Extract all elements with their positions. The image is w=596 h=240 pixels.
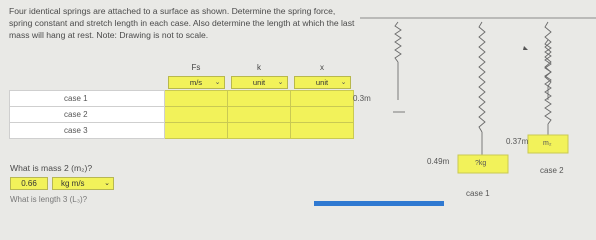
case2-mass-label: m₂ (543, 140, 552, 147)
spring-1 (479, 22, 485, 132)
chevron-down-icon: ⌄ (214, 79, 221, 86)
case2-length-label: 0.37m (506, 137, 529, 146)
row-label-case3: case 3 (10, 123, 165, 139)
input-fs-case1[interactable] (165, 91, 228, 107)
case1-length-label: 0.49m (427, 157, 450, 166)
chevron-down-icon: ⌄ (104, 180, 110, 187)
input-k-case1[interactable] (228, 91, 291, 107)
cursor-icon (523, 46, 528, 50)
header-fs: Fs (191, 63, 201, 72)
case1-mass-label: ?kg (475, 160, 487, 167)
next-question-text: What is length 3 (L₃)? (10, 195, 88, 204)
chevron-down-icon: ⌄ (340, 79, 347, 86)
spring-0 (395, 22, 401, 62)
case1-label: case 1 (466, 189, 490, 198)
input-x-case1[interactable] (291, 91, 354, 107)
spring-diagram (360, 0, 596, 206)
chevron-down-icon: ⌄ (277, 79, 284, 86)
input-fs-case3[interactable] (165, 123, 228, 139)
header-x: x (320, 63, 324, 72)
header-k: k (257, 63, 261, 72)
input-fs-case2[interactable] (165, 107, 228, 123)
answer-unit-select[interactable]: kg m/s ⌄ (52, 177, 114, 190)
row-label-case2: case 2 (10, 107, 165, 123)
input-k-case2[interactable] (228, 107, 291, 123)
input-x-case2[interactable] (291, 107, 354, 123)
input-k-case3[interactable] (228, 123, 291, 139)
input-x-case3[interactable] (291, 123, 354, 139)
unit-select-fs[interactable]: m/s ⌄ (168, 76, 225, 89)
problem-statement: Four identical springs are attached to a surface as shown. Determine the spring force, spring constant and stretch length in each case. Also determine the length at which the last mass will hang at rest. Note: Drawing is not to scale. (9, 6, 355, 40)
case2-label: case 2 (540, 166, 564, 175)
rest-length-label: 0.3m (353, 94, 371, 103)
unit-select-k[interactable]: unit ⌄ (231, 76, 288, 89)
accent-bar (314, 201, 444, 206)
row-label-case1: case 1 (10, 91, 165, 107)
question-text: What is mass 2 (m₂)? (10, 163, 93, 173)
answer-input[interactable]: 0.66 (10, 177, 48, 190)
answer-table (9, 60, 354, 139)
unit-select-x[interactable]: unit ⌄ (294, 76, 351, 89)
